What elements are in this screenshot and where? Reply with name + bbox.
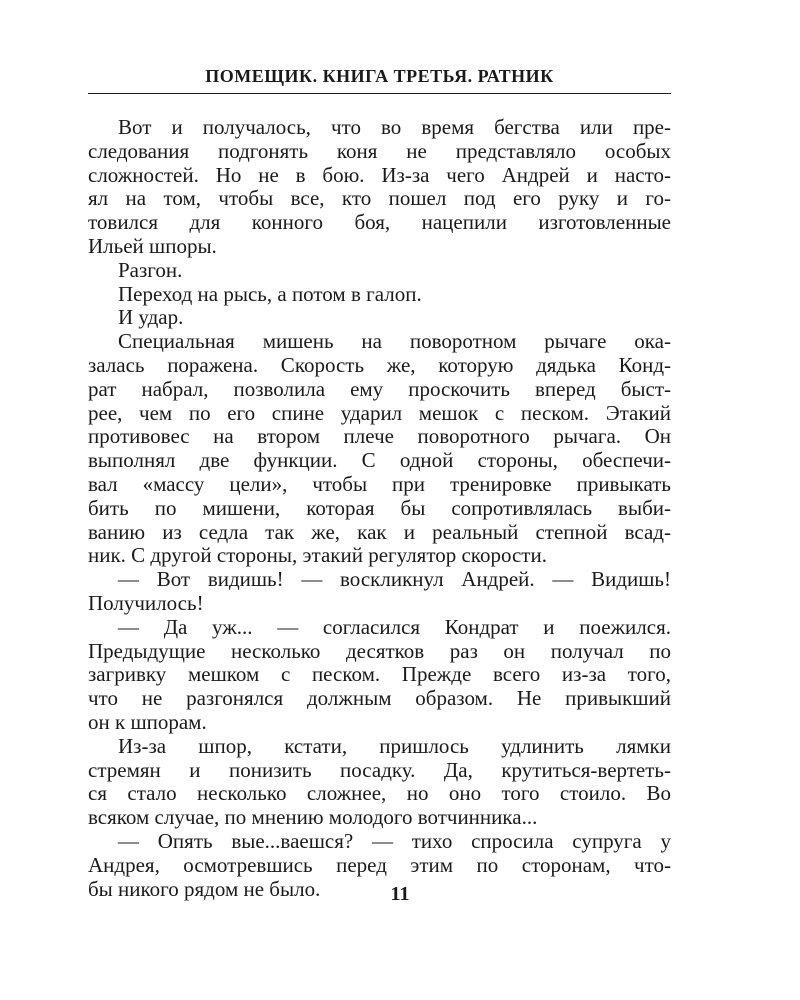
text-line: сложностей. Но не в бою. Из-за чего Андрей и насто-: [88, 162, 671, 187]
text-line: ял на том, чтобы все, кто пошел под его руку и го-: [88, 186, 671, 211]
text-line: Вот и получалось, что во время бегства или пре-: [118, 115, 671, 139]
text-line: вал «массу цели», чтобы при тренировке привыкать: [88, 471, 671, 496]
text-line: стремян и понизить посадку. Да, крутиться-вертеть-: [88, 757, 671, 782]
text-line: товился для конного боя, нацепили изготовленные: [88, 210, 671, 235]
text-line: Из-за шпор, кстати, пришлось удлинить лямки: [118, 733, 671, 758]
text-line: Ильей шпоры.: [88, 233, 217, 258]
text-line: ся стало несколько сложнее, но оно того стоило. Во: [88, 781, 671, 806]
text-line: загривку мешком с песком. Прежде всего из-за того,: [88, 662, 671, 687]
text-line: противовес на втором плече поворотного рычага. Он: [88, 424, 671, 449]
text-line: ванию из седла так же, как и реальный степной всад-: [88, 519, 671, 544]
text-line: рат набрал, позволила ему проскочить вперед быст-: [88, 376, 671, 401]
text-line: Андрея, осмотревшись перед этим по сторонам, что-: [88, 852, 671, 877]
text-line: — Опять вые...ваешся? — тихо спросила супруга у: [118, 828, 671, 853]
text-line: Разгон.: [118, 257, 183, 282]
text-line: Получилось!: [88, 590, 204, 615]
running-title: ПОМЕЩИК. КНИГА ТРЕТЬЯ. РАТНИК: [88, 66, 671, 94]
text-line: Переход на рысь, а потом в галоп.: [118, 281, 422, 306]
text-line: — Вот видишь! — воскликнул Андрей. — Видишь!: [118, 567, 671, 592]
text-line: бы никого рядом не было.: [88, 876, 321, 901]
body-text: [88, 116, 671, 901]
text-line: Специальная мишень на поворотном рычаге ока-: [118, 329, 671, 354]
page-number: 11: [390, 883, 410, 905]
text-line: рее, чем по его спине ударил мешок с песком. Этакий: [88, 400, 671, 425]
text-line: Предыдущие несколько десятков раз он получал по: [88, 638, 671, 663]
text-line: выполнял две функции. С одной стороны, обеспечи-: [88, 448, 671, 473]
book-page: [88, 66, 671, 901]
text-line: ник. С другой стороны, этакий регулятор скорости.: [88, 543, 547, 568]
text-line: всяком случае, по мнению молодого вотчинника...: [88, 805, 538, 830]
text-line: следования подгонять коня не представляло особых: [88, 138, 671, 163]
text-line: бить по мишени, которая бы сопротивлялась выби-: [88, 495, 671, 520]
text-line: — Да уж... — согласился Кондрат и поежился.: [118, 614, 671, 639]
text-line: что не разгонялся должным образом. Не привыкший: [88, 686, 671, 711]
text-line: он к шпорам.: [88, 709, 207, 734]
text-line: залась поражена. Скорость же, которую дядька Конд-: [88, 352, 671, 377]
text-line: И удар.: [118, 305, 184, 330]
